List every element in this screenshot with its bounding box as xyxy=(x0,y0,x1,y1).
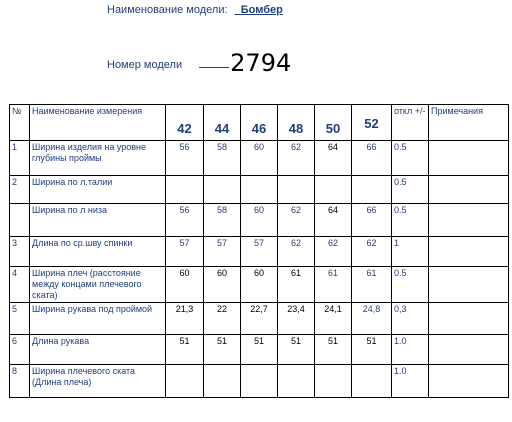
row-num: 4 xyxy=(10,267,30,303)
row-value: 22 xyxy=(204,303,241,335)
row-name: Длина рукава xyxy=(30,335,166,365)
header-notes: Примечания xyxy=(429,105,509,141)
row-value: 60 xyxy=(204,267,241,303)
row-value: 58 xyxy=(204,141,241,176)
row-value xyxy=(166,365,204,398)
header-size: 46 xyxy=(241,105,278,141)
row-value: 60 xyxy=(241,267,278,303)
measurement-table xyxy=(9,104,509,398)
row-num xyxy=(10,204,30,237)
row-value: 57 xyxy=(241,237,278,267)
row-value: 24,8 xyxy=(352,303,392,335)
model-number-label: Номер модели xyxy=(107,59,183,71)
header-size: 50 xyxy=(315,105,352,141)
table-row xyxy=(10,335,509,365)
row-notes xyxy=(429,303,509,335)
row-num: 5 xyxy=(10,303,30,335)
row-name: Ширина плеч (расстояние между концами плечевого ската) xyxy=(30,267,166,303)
row-value: 66 xyxy=(352,204,392,237)
model-number-value: 2794 xyxy=(230,49,292,77)
row-tolerance: 0.5 xyxy=(392,267,429,303)
row-name: Ширина рукава под проймой xyxy=(30,303,166,335)
row-tolerance: 0.5 xyxy=(392,176,429,204)
row-num: 2 xyxy=(10,176,30,204)
row-value: 51 xyxy=(278,335,315,365)
row-value: 57 xyxy=(166,237,204,267)
row-value: 51 xyxy=(315,335,352,365)
table-row xyxy=(10,303,509,335)
row-value xyxy=(352,365,392,398)
model-name-line xyxy=(107,4,283,16)
model-number-line xyxy=(107,49,291,77)
row-tolerance: 0.5 xyxy=(392,141,429,176)
row-value: 56 xyxy=(166,141,204,176)
row-value: 22,7 xyxy=(241,303,278,335)
row-value xyxy=(241,176,278,204)
table-row xyxy=(10,141,509,176)
row-notes xyxy=(429,204,509,237)
table-row xyxy=(10,237,509,267)
model-name-value: _Бомбер xyxy=(234,4,283,16)
row-value: 62 xyxy=(278,237,315,267)
row-num: 3 xyxy=(10,237,30,267)
row-notes xyxy=(429,335,509,365)
row-value: 60 xyxy=(241,141,278,176)
row-tolerance: 0,3 xyxy=(392,303,429,335)
row-value: 61 xyxy=(278,267,315,303)
row-name: Ширина по л низа xyxy=(30,204,166,237)
row-value: 57 xyxy=(204,237,241,267)
row-notes xyxy=(429,237,509,267)
header-size: 48 xyxy=(278,105,315,141)
row-name: Ширина по л.талии xyxy=(30,176,166,204)
row-value xyxy=(241,365,278,398)
row-value: 58 xyxy=(204,204,241,237)
row-value: 23,4 xyxy=(278,303,315,335)
header-size: 44 xyxy=(204,105,241,141)
row-name: Ширина плечевого ската (Длина плеча) xyxy=(30,365,166,398)
row-notes xyxy=(429,267,509,303)
row-value: 62 xyxy=(278,141,315,176)
row-value xyxy=(315,176,352,204)
header-num: № xyxy=(10,105,30,141)
row-tolerance: 1.0 xyxy=(392,335,429,365)
row-name: Ширина изделия на уровне глубины проймы xyxy=(30,141,166,176)
row-notes xyxy=(429,365,509,398)
table-row xyxy=(10,204,509,237)
row-value xyxy=(278,365,315,398)
row-value: 61 xyxy=(315,267,352,303)
header-tolerance: откл +/- xyxy=(392,105,429,141)
row-value xyxy=(204,176,241,204)
table-row xyxy=(10,365,509,398)
row-value: 64 xyxy=(315,204,352,237)
header-size: 52 xyxy=(352,105,392,141)
row-value: 64 xyxy=(315,141,352,176)
row-value: 56 xyxy=(166,204,204,237)
row-value xyxy=(315,365,352,398)
row-tolerance: 0.5 xyxy=(392,204,429,237)
table-row xyxy=(10,267,509,303)
row-tolerance: 1 xyxy=(392,237,429,267)
table-header-row xyxy=(10,105,509,141)
model-name-label: Наименование модели: xyxy=(107,4,228,16)
row-value: 62 xyxy=(315,237,352,267)
row-value: 51 xyxy=(352,335,392,365)
row-name: Длина по ср.шву спинки xyxy=(30,237,166,267)
row-value: 60 xyxy=(166,267,204,303)
row-value: 62 xyxy=(278,204,315,237)
row-tolerance: 1.0 xyxy=(392,365,429,398)
row-value: 51 xyxy=(166,335,204,365)
row-value xyxy=(352,176,392,204)
table-row xyxy=(10,176,509,204)
row-value: 60 xyxy=(241,204,278,237)
row-value xyxy=(278,176,315,204)
row-value: 66 xyxy=(352,141,392,176)
row-num: 6 xyxy=(10,335,30,365)
row-value xyxy=(166,176,204,204)
row-value: 51 xyxy=(204,335,241,365)
header-size: 42 xyxy=(166,105,204,141)
row-num: 8 xyxy=(10,365,30,398)
row-notes xyxy=(429,141,509,176)
row-value xyxy=(204,365,241,398)
header-name: Наименование измерения xyxy=(30,105,166,141)
row-value: 62 xyxy=(352,237,392,267)
model-number-underline xyxy=(199,67,229,68)
row-value: 51 xyxy=(241,335,278,365)
row-value: 24,1 xyxy=(315,303,352,335)
row-value: 61 xyxy=(352,267,392,303)
row-num: 1 xyxy=(10,141,30,176)
row-value: 21,3 xyxy=(166,303,204,335)
row-notes xyxy=(429,176,509,204)
